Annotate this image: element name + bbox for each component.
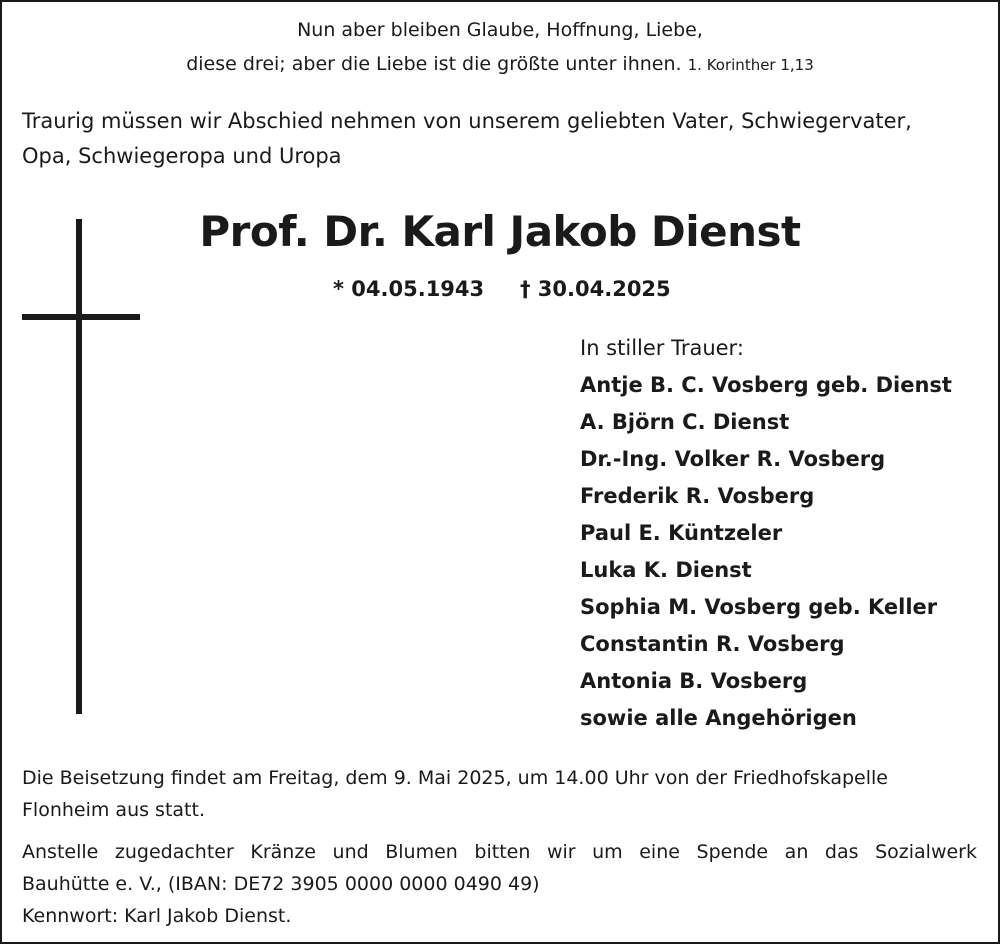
mourners-list (580, 330, 952, 737)
intro-line-2: Opa, Schwiegeropa und Uropa (22, 144, 342, 168)
bible-verse-line-2 (0, 48, 1000, 81)
deceased-name: Prof. Dr. Karl Jakob Dienst (199, 207, 801, 256)
mourner-name: Constantin R. Vosberg (580, 632, 845, 656)
mourner-name: A. Björn C. Dienst (580, 410, 790, 434)
donation-request (22, 836, 977, 932)
verse-reference: 1. Korinther 1,13 (687, 56, 814, 74)
death-date: † 30.04.2025 (520, 277, 671, 301)
verse-text-2: diese drei; aber die Liebe ist die größte unter ihnen. (186, 53, 682, 75)
funeral-line-1: Die Beisetzung findet am Freitag, dem 9. Mai 2025, um 14.00 Uhr von der Friedhofskapelle (22, 767, 888, 789)
mourner-name: Antonia B. Vosberg (580, 669, 808, 693)
donation-keyword-line: Kennwort: Karl Jakob Dienst. (22, 905, 292, 927)
cross-icon-horizontal (22, 314, 140, 320)
funeral-announcement (22, 762, 977, 826)
mourners-heading: In stiller Trauer: (580, 336, 744, 360)
mourners-closing: sowie alle Angehörigen (580, 706, 857, 730)
donation-iban-line: Bauhütte e. V., (IBAN: DE72 3905 0000 0000 0490 49) (22, 873, 540, 895)
cross-icon-vertical (76, 219, 82, 714)
mourner-name: Dr.-Ing. Volker R. Vosberg (580, 447, 886, 471)
bible-verse-line-1 (0, 14, 1000, 46)
mourner-name: Frederik R. Vosberg (580, 484, 815, 508)
intro-line-1: Traurig müssen wir Abschied nehmen von unserem geliebten Vater, Schwiegervater, (22, 109, 912, 133)
funeral-line-2: Flonheim aus statt. (22, 799, 205, 821)
donation-line-1: Anstelle zugedachter Kränze und Blumen bitten wir um eine Spende an das Sozialwerk (22, 841, 977, 863)
mourner-name: Sophia M. Vosberg geb. Keller (580, 595, 938, 619)
intro-text (22, 104, 982, 174)
mourner-name: Luka K. Dienst (580, 558, 752, 582)
mourner-name: Antje B. C. Vosberg geb. Dienst (580, 373, 952, 397)
verse-text-1: Nun aber bleiben Glaube, Hoffnung, Liebe, (297, 19, 703, 41)
mourner-name: Paul E. Küntzeler (580, 521, 783, 545)
birth-date: * 04.05.1943 (333, 277, 485, 301)
